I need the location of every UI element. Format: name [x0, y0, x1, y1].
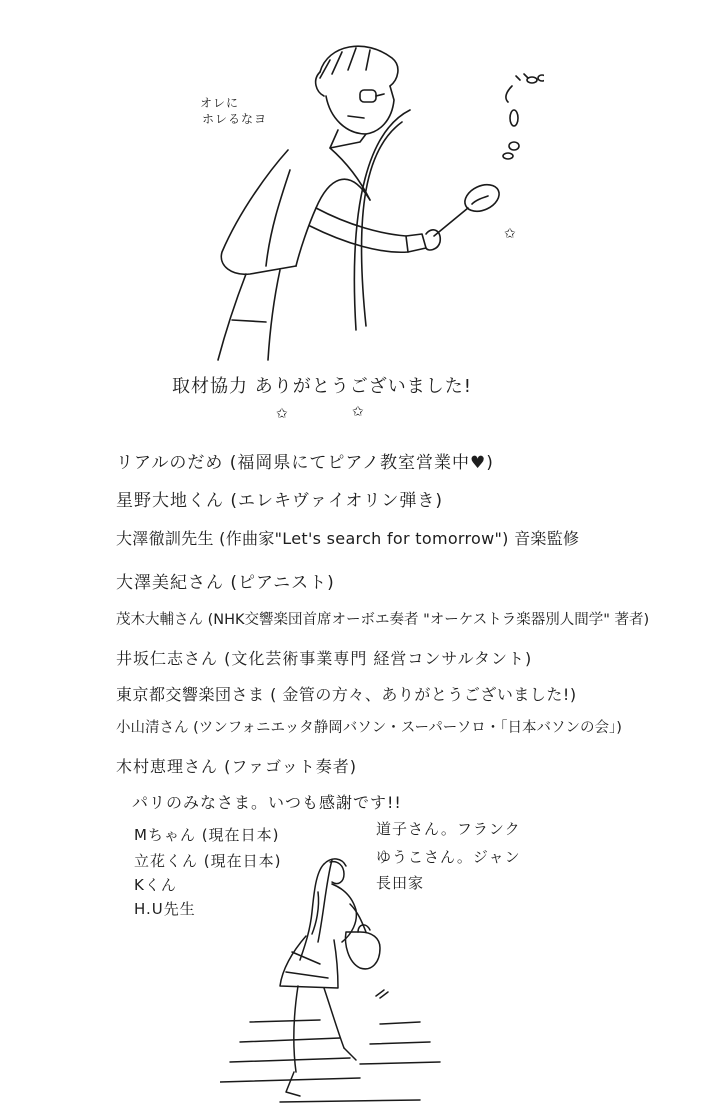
paris-left-item: Mちゃん (現在日本): [134, 826, 280, 844]
sound-effect-don: [494, 66, 544, 176]
girl-on-stairs-illustration: [220, 852, 490, 1112]
speech-line-2: ホレるなヨ: [202, 112, 268, 126]
paris-heading: パリのみなさま。いつも感謝です!!: [132, 793, 402, 812]
paris-right-item: ゆうこさん。ジャン: [376, 848, 521, 866]
sound-effect-text: [494, 66, 495, 67]
credit-item: 小山清さん (ツンフォニエッタ静岡バソン・スーパーソロ・「日本バソンの会」): [116, 720, 622, 736]
credit-item: 井坂仁志さん (文化芸術事業専門 経営コンサルタント): [116, 649, 533, 668]
paris-left-item: Kくん: [134, 876, 177, 894]
star-icon: ✩: [352, 404, 364, 420]
paris-right-item: 道子さん。フランク: [376, 820, 521, 838]
man-with-baton-illustration: [170, 30, 530, 370]
paris-left-item: 立花くん (現在日本): [134, 852, 282, 870]
credit-item: 木村恵理さん (ファゴット奏者): [116, 757, 357, 776]
credit-item: 星野大地くん (エレキヴァイオリン弾き): [116, 491, 443, 511]
credit-item: リアルのだめ (福岡県にてピアノ教室営業中♥): [116, 453, 494, 473]
credit-item: 東京都交響楽団さま ( 金管の方々、ありがとうございました!): [116, 685, 577, 704]
paris-left-item: H.U先生: [134, 900, 196, 918]
speech-line-1: オレに: [200, 96, 240, 110]
star-icon: ✩: [276, 406, 288, 422]
credit-item: 茂木大輔さん (NHK交響楽団首席オーボエ奏者 "オーケストラ楽器別人間学" 著者): [116, 612, 650, 628]
paris-right-item: 長田家: [376, 874, 425, 892]
thanks-heading: 取材協力 ありがとうございました!: [172, 376, 472, 397]
star-icon: ✩: [504, 226, 516, 242]
credit-item: 大澤徹訓先生 (作曲家"Let's search for tomorrow") 音楽監修: [116, 529, 580, 548]
credit-item: 大澤美紀さん (ピアニスト): [116, 573, 335, 593]
